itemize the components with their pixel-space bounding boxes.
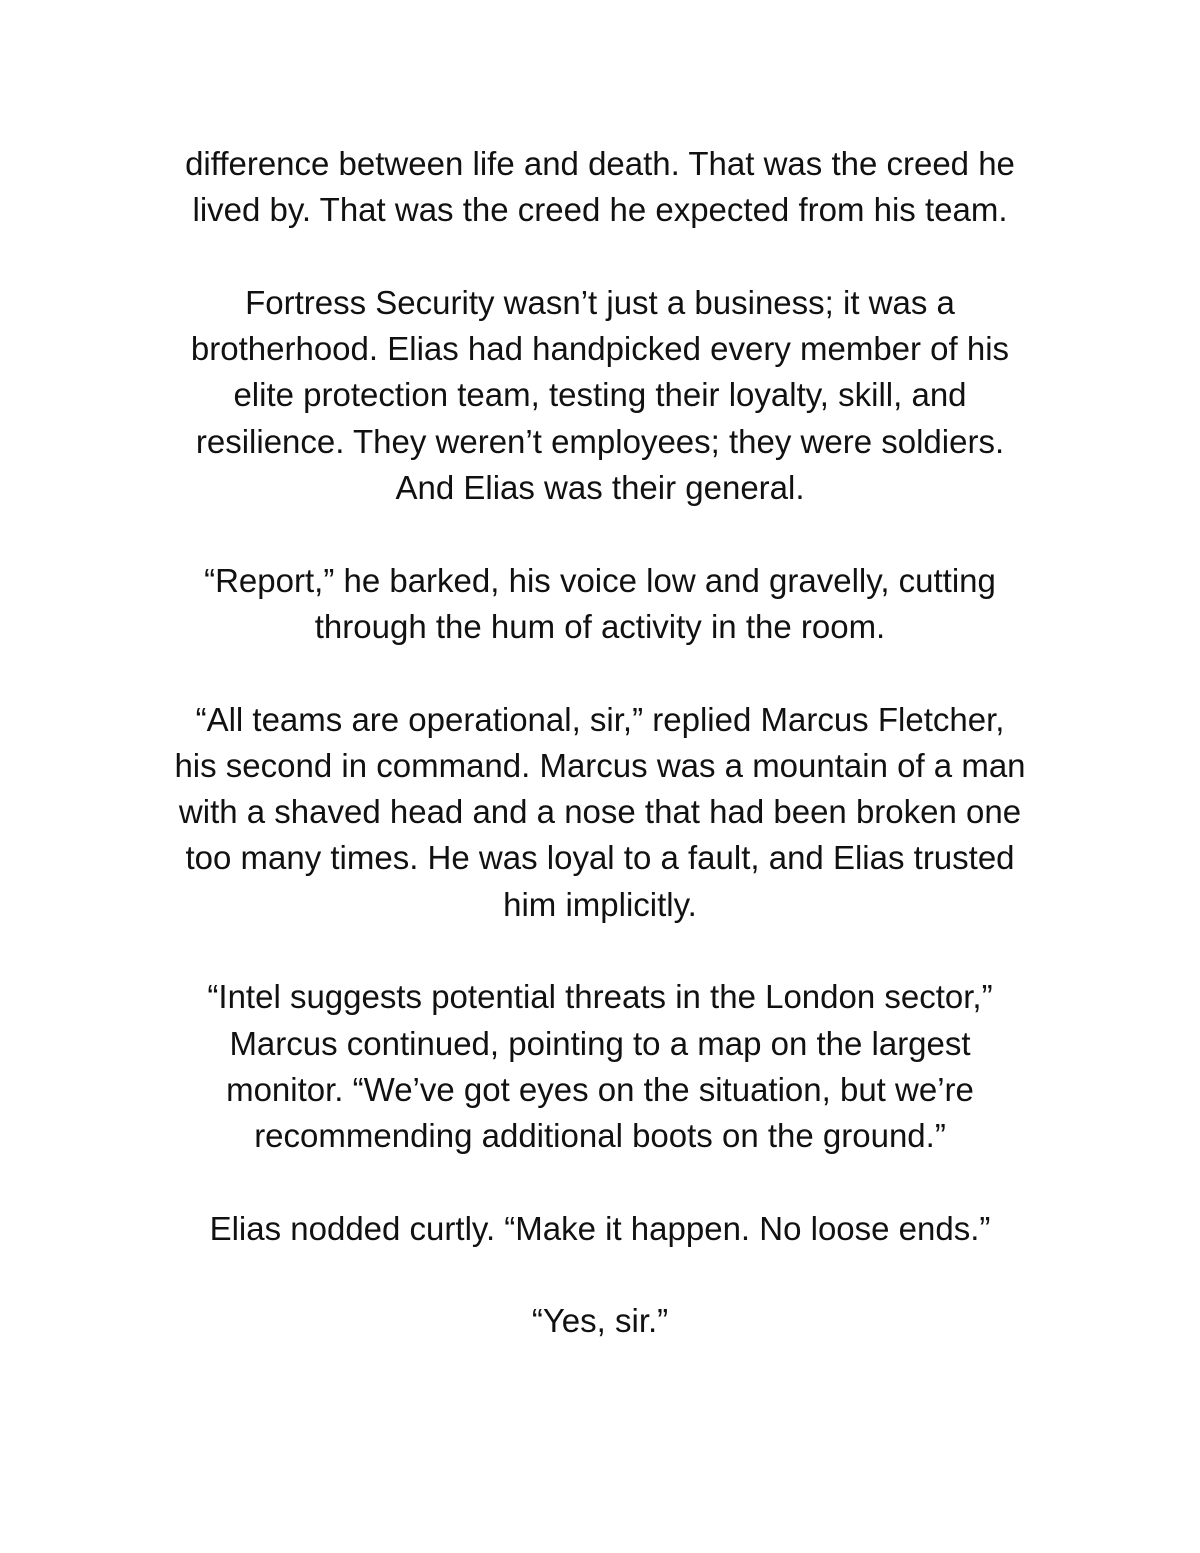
text-line: him implicitly. (503, 885, 697, 923)
paragraph-gap (120, 1252, 1080, 1298)
text-line: difference between life and death. That was the creed he (185, 145, 1015, 182)
text-line: through the hum of activity in the room. (314, 607, 886, 645)
text-line: brotherhood. Elias had handpicked every member of his (190, 330, 1010, 368)
text-line: recommending additional boots on the ground.” (254, 1117, 946, 1155)
text-line: Fortress Security wasn’t just a business; it was a (245, 283, 955, 321)
paragraph (120, 1206, 1080, 1252)
paragraph-gap (120, 1160, 1080, 1206)
paragraph (120, 558, 1080, 651)
text-line: “Report,” he barked, his voice low and gravelly, cutting (204, 561, 996, 599)
paragraph-gap (120, 650, 1080, 696)
paragraph (120, 280, 1080, 511)
text-line: Marcus continued, pointing to a map on the largest (229, 1024, 971, 1062)
paragraph (120, 1298, 1080, 1344)
paragraph-gap (120, 928, 1080, 974)
text-line: too many times. He was loyal to a fault, and Elias trusted (185, 839, 1015, 877)
text-line: monitor. “We’ve got eyes on the situation, but we’re (226, 1070, 974, 1108)
text-line: “All teams are operational, sir,” replied Marcus Fletcher, (195, 700, 1005, 738)
text-line: resilience. They weren’t employees; they were soldiers. (195, 422, 1005, 460)
text-line: “Intel suggests potential threats in the London sector,” (207, 978, 993, 1016)
text-line: with a shaved head and a nose that had been broken one (178, 793, 1022, 831)
text-line: lived by. That was the creed he expected from his team. (192, 191, 1008, 229)
text-line: elite protection team, testing their loyalty, skill, and (233, 376, 967, 414)
paragraph (120, 141, 1080, 234)
paragraph (120, 697, 1080, 928)
text-line: Elias nodded curtly. “Make it happen. No loose ends.” (209, 1209, 991, 1247)
paragraph-gap (120, 234, 1080, 280)
text-line: “Yes, sir.” (531, 1302, 669, 1340)
text-line: And Elias was their general. (395, 469, 805, 507)
body-text (120, 141, 1080, 1345)
text-line: his second in command. Marcus was a mountain of a man (174, 746, 1026, 784)
paragraph-gap (120, 511, 1080, 557)
paragraph (120, 974, 1080, 1159)
